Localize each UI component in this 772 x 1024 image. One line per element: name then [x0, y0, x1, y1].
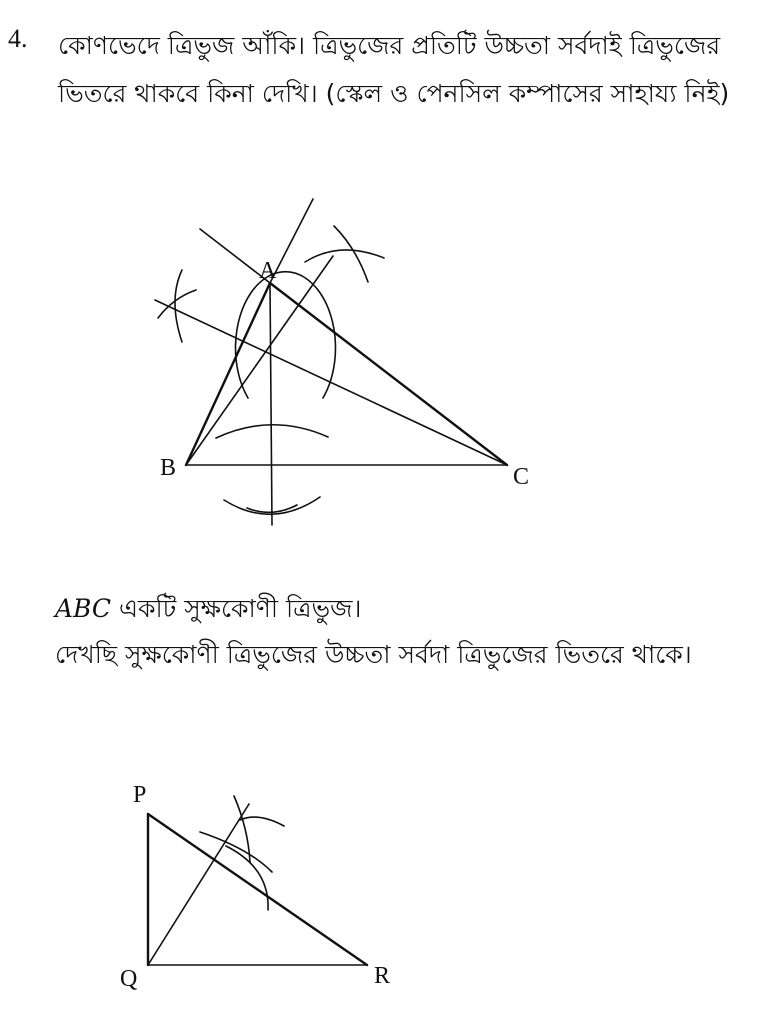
compass-arc-4 [226, 846, 268, 910]
answer-line-2: দেখছি সুক্ষকোণী ত্রিভুজের উচ্চতা সর্বদা ত্রিভুজের ভিতরে থাকে। [55, 640, 692, 669]
vertex-label-a: A [259, 258, 277, 284]
vertex-label-p: P [133, 782, 147, 808]
answer-line-1-text: একটি সুক্ষকোণী ত্রিভুজ। [111, 594, 362, 623]
altitude-from-q [148, 804, 249, 965]
question-line-2: ভিতরে থাকবে কিনা দেখি। (স্কেল ও পেনসিল কম্পাসের সাহায্য নিই) [58, 79, 730, 108]
question-line-1: কোণভেদে ত্রিভুজ আঁকি। ত্রিভুজের প্রতিটি উচ্চতা সর্বদাই ত্রিভুজের [58, 31, 721, 60]
question-number: 4. [8, 24, 28, 53]
vertex-label-r: R [374, 963, 391, 989]
vertex-label-q: Q [120, 966, 138, 992]
vertex-label-b: B [160, 455, 177, 481]
vertex-label-c: C [513, 464, 530, 490]
side-pr [148, 814, 367, 965]
compass-arc-3 [240, 817, 284, 826]
triangle-name-math: ABC [55, 594, 112, 623]
